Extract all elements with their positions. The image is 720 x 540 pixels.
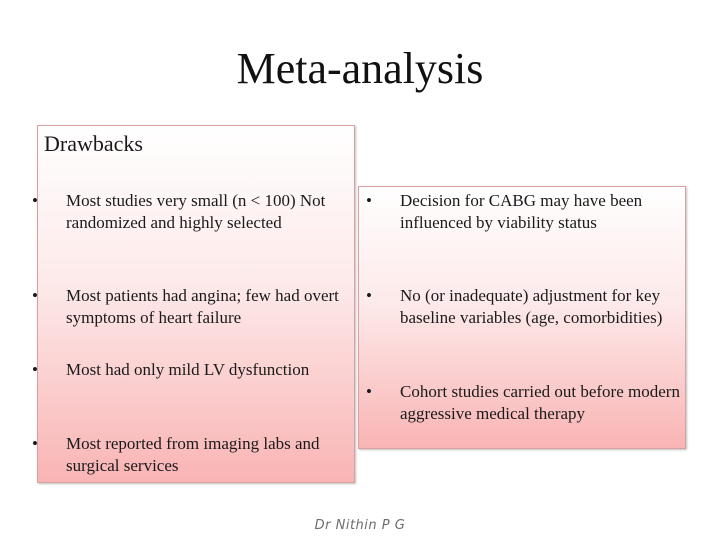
bullet-text: Cohort studies carried out before modern aggressive medical therapy <box>400 382 680 423</box>
bullet-icon: • <box>366 286 372 305</box>
box-heading: Drawbacks <box>44 131 143 156</box>
slide-title: Meta-analysis <box>236 44 484 93</box>
author-footer: Dr Nithin P G <box>314 518 406 533</box>
bullet-text: Most had only mild LV dysfunction <box>66 360 310 379</box>
bullet-text: No (or inadequate) adjustment for key baseline variables (age, comorbidities) <box>400 286 663 327</box>
bullet-icon: • <box>32 191 38 210</box>
bullet-icon: • <box>366 382 372 401</box>
bullet-text: Decision for CABG may have been influenced by viability status <box>400 191 643 232</box>
list-item <box>366 381 684 425</box>
bullet-icon: • <box>366 191 372 210</box>
list-item <box>32 285 352 329</box>
list-item <box>32 359 312 381</box>
bullet-icon: • <box>32 286 38 305</box>
list-item <box>32 190 352 234</box>
list-item <box>32 433 352 477</box>
bullet-text: Most reported from imaging labs and surgical services <box>66 434 320 475</box>
bullet-icon: • <box>32 360 38 379</box>
list-item <box>366 190 684 234</box>
bullet-text: Most patients had angina; few had overt symptoms of heart failure <box>66 286 339 327</box>
bullet-icon: • <box>32 434 38 453</box>
bullet-text: Most studies very small (n < 100) Not randomized and highly selected <box>66 191 326 232</box>
list-item <box>366 285 684 329</box>
